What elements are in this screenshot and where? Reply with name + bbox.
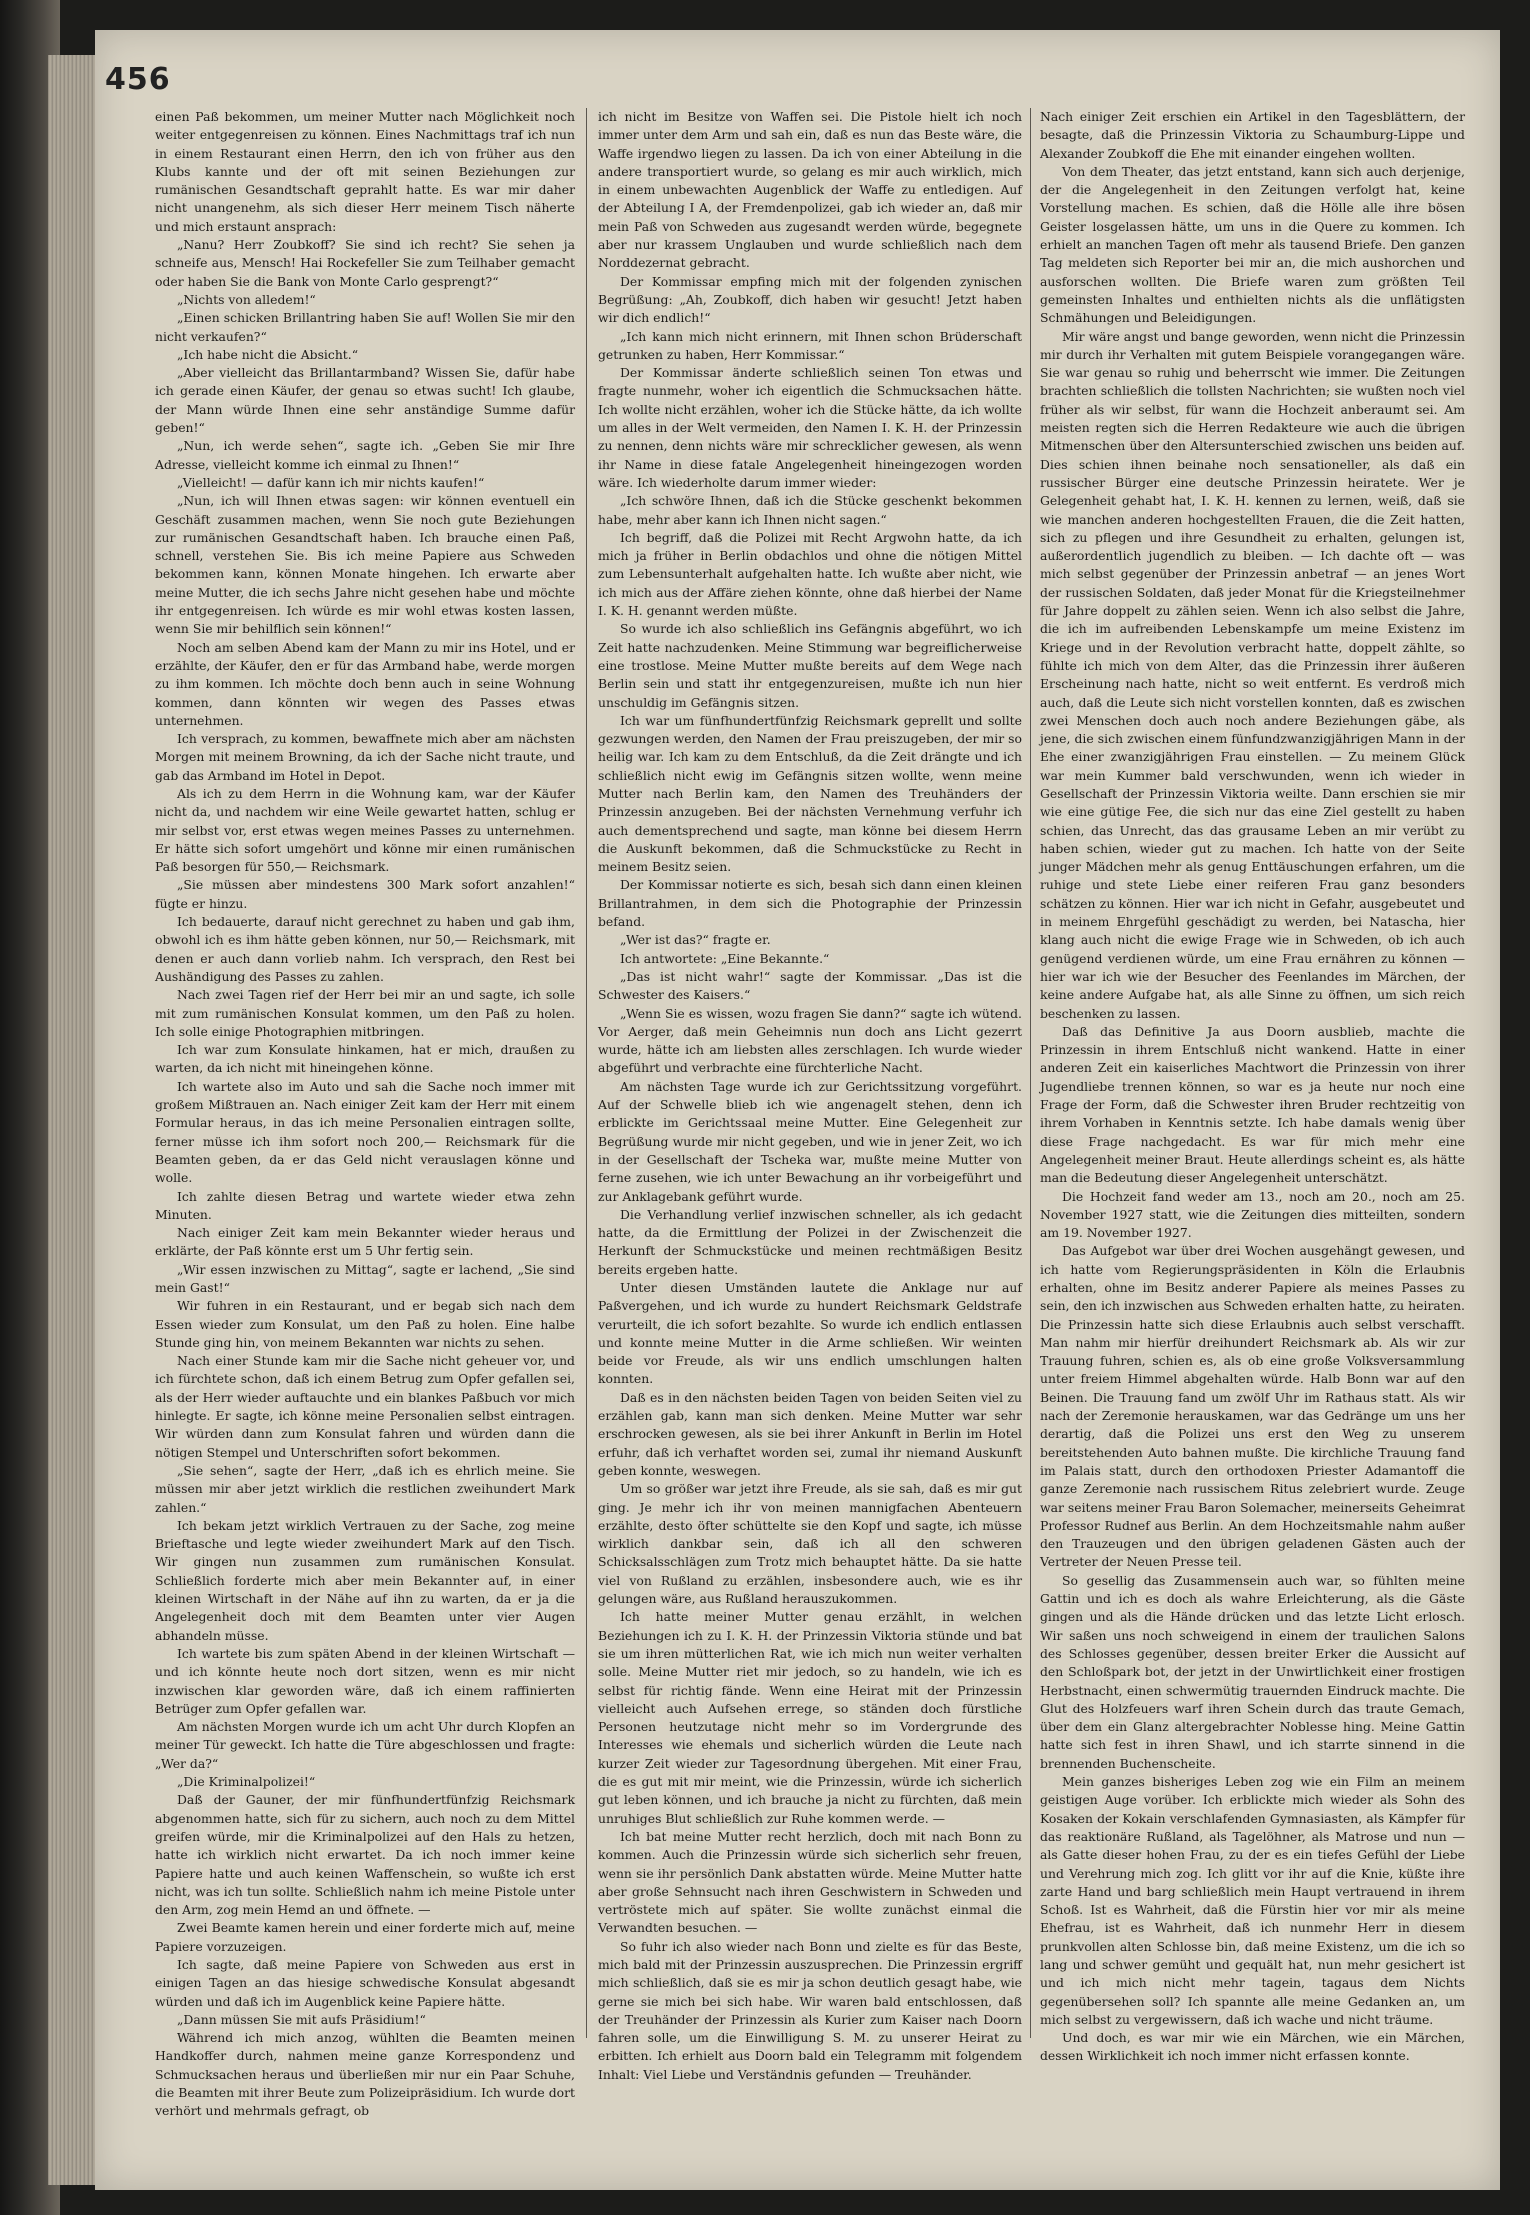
paragraph: „Nanu? Herr Zoubkoff? Sie sind ich recht? Sie sehen ja schneife aus, Mensch! Hai Rockefeller Sie zum Teilhaber gemacht oder haben Sie die Bank von Monte Carlo gesprengt?“ — [155, 237, 575, 289]
paragraph: So wurde ich also schließlich ins Gefängnis abgeführt, wo ich Zeit hatte nachzudenken. Meine Stimmung war begreiflicherweise eine trostlose. Meine Mutter mußte bereits auf dem Wege nach Berlin sein und statt ihr entgegenzureisen, mußte ich nun hier unschuldig im Gefängnis sitzen. — [598, 621, 1022, 710]
paragraph: „Wer ist das?“ fragte er. — [620, 932, 771, 948]
page-stack-edge — [48, 55, 98, 2185]
column-divider — [586, 108, 587, 2038]
paragraph: „Wir essen inzwischen zu Mittag“, sagte er lachend, „Sie sind mein Gast!“ — [155, 1261, 575, 1295]
paragraph: Ich wartete bis zum späten Abend in der kleinen Wirtschaft — und ich könnte heute noch dort sitzen, wenn es mir nicht inzwischen klar geworden wäre, daß ich einem raffinierten Betrüger zum Opfer gefallen war. — [155, 1645, 575, 1716]
paragraph: Noch am selben Abend kam der Mann zu mir ins Hotel, und er erzählte, der Käufer, den er für das Armband habe, werde morgen zu ihm kommen. Ich möchte doch benn auch in seine Wohnung kommen, dann könnten wir wegen des Passes etwas unternehmen. — [155, 639, 575, 728]
paragraph: Die Hochzeit fand weder am 13., noch am 20., noch am 25. November 1927 statt, wie die Zeitungen dies mitteilten, sondern am 19. November 1927. — [1040, 1188, 1465, 1241]
paragraph: Der Kommissar änderte schließlich seinen Ton etwas und fragte nunmehr, woher ich eigentlich die Schmucksachen hätte. Ich wollte nicht erzählen, woher ich die Stücke hätte, da ich wollte um alles in der Welt vermeiden, den Namen I. K. H. der Prinzessin zu nennen, denn nichts wäre mir schrecklicher gewesen, als wenn ihr Name in diese fatale Angelegenheit hineingezogen worden wäre. Ich wiederholte darum immer wieder: — [598, 365, 1022, 490]
paragraph: „Nun, ich werde sehen“, sagte ich. „Geben Sie mir Ihre Adresse, vielleicht komme ich einmal zu Ihnen!“ — [155, 438, 575, 472]
text-column-middle — [598, 108, 1022, 2082]
paragraph: Mir wäre angst und bange geworden, wenn nicht die Prinzessin mir durch ihr Verhalten mit gutem Beispiele vorangegangen wäre. Sie war genau so ruhig und beherrscht wie immer. Die Zeitungen brachten schließlich die tollsten Nachrichten; sie wußten noch viel früher als wir selbst, für wann die Hochzeit anberaumt sei. Am meisten regten sich die Herren Redakteure wie auch die übrigen Mitmenschen über den Altersunterschied zwischen uns beiden auf. Dies schien ihnen beinahe noch sensationeller, als daß ein russischer Bürger eine deutsche Prinzessin heiratete. Wer je Gelegenheit gehabt hat, I. K. H. kennen zu lernen, weiß, daß sie wie manchen anderen hochgestellten Frauen, die die Zeit hatten, sich zu pflegen und ihre Gesundheit zu erhalten, gelungen ist, außerordentlich jugendlich zu bleiben. — Ich dachte oft — was mich selbst gegenüber der Prinzessin anbetraf — an jenes Wort der russischen Soldaten, daß jeder Monat für die Kriegsteilnehmer für Jahre doppelt zu zählen seien. Wenn ich also selbst die Jahre, die ich im aufreibenden Lebenskampfe um meine Existenz im Kriege und in der Revolution verbracht hatte, doppelt zählte, so fühlte ich mich von dem Alter, das die Prinzessin ihrer äußeren Erscheinung nach hatte, nicht so weit entfernt. Es verdroß mich auch, daß die Leute sich nicht vorstellen konnten, daß es zwischen zwei Menschen doch auch noch andere Beziehungen gäbe, als jene, die sich zwischen einem fünfundzwanzigjährigen Mann in der Ehe einer zwanzigjährigen Frau einstellen. — Zu meinem Glück war mein Kummer bald verschwunden, wenn ich wieder in Gesellschaft der Prinzessin Viktoria weilte. Dann erschien sie mir wie eine gütige Fee, die sich nur das eine Ziel gestellt zu haben schien, das Unrecht, das das grausame Leben an mir verübt zu haben schien, wieder gut zu machen. Ich hatte von der Seite junger Mädchen mehr als genug Enttäuschungen erfahren, um die ruhige und stete Liebe einer reiferen Frau ganz besonders schätzen zu können. Hier war ich nicht in Gefahr, ausgebeutet und in meinem Ehrgefühl geschädigt zu werden, bei Natascha, hier klang auch nicht die ewige Frage wie in Schweden, ob ich auch genügend verdienen würde, um eine Frau ernähren zu können — hier war ich wie der Besucher des Feenlandes im Märchen, der keine andere Aufgabe hat, als alle Sinne zu öffnen, um sich reich beschenken zu lassen. — [1040, 328, 1465, 1021]
paragraph: Wir fuhren in ein Restaurant, und er begab sich nach dem Essen wieder zum Konsulat, um den Paß zu holen. Eine halbe Stunde ging hin, von meinem Bekannten war nichts zu sehen. — [155, 1298, 575, 1350]
paragraph: Ich war zum Konsulate hinkamen, hat er mich, draußen zu warten, da ich nicht mit hineingehen könne. — [155, 1042, 575, 1076]
column-divider — [1030, 108, 1031, 2038]
paragraph: Ich begriff, daß die Polizei mit Recht Argwohn hatte, da ich mich ja früher in Berlin obdachlos und ohne die nötigen Mittel zum Lebensunterhalt aufgehalten hatte. Ich wußte aber nicht, wie ich mich aus der Affäre ziehen könnte, ohne daß hierbei der Name I. K. H. genannt werden müßte. — [598, 529, 1022, 619]
paragraph: „Nichts von alledem!“ — [177, 291, 316, 307]
paragraph: Am nächsten Morgen wurde ich um acht Uhr durch Klopfen an meiner Tür geweckt. Ich hatte die Türe abgeschlossen und fragte: „Wer da?“ — [155, 1719, 575, 1771]
paragraph: „Einen schicken Brillantring haben Sie auf! Wollen Sie mir den nicht verkaufen?“ — [155, 310, 575, 344]
paragraph: „Das ist nicht wahr!“ sagte der Kommissar. „Das ist die Schwester des Kaisers.“ — [598, 968, 1022, 1003]
paragraph: Ich zahlte diesen Betrag und wartete wieder etwa zehn Minuten. — [155, 1188, 575, 1222]
paragraph: Nach einiger Zeit kam mein Bekannter wieder heraus und erklärte, der Paß könnte erst um 5 Uhr fertig sein. — [155, 1225, 575, 1259]
paragraph: So gesellig das Zusammensein auch war, so fühlten meine Gattin und ich es doch als wahre Erleichterung, als die Gäste gingen und als die Hände drücken und das letzte Licht erlosch. Wir saßen uns noch schweigend in einem der traulichen Salons des Schlosses gegenüber, dessen breiter Erker die Aussicht auf den Schloßpark bot, der jetzt in der Unwirtlichkeit einer frostigen Herbstnacht, einen schwermütig trauernden Eindruck machte. Die Glut des Holzfeuers warf ihren Schein durch das traute Gemach, über dem ein Glanz altergebrachter Noblesse hing. Meine Gattin hatte sich fest in ihren Shawl, und ich starrte sinnend in die brennenden Buchenscheite. — [1040, 1572, 1465, 1771]
paragraph: Ich sagte, daß meine Papiere von Schweden aus erst in einigen Tagen an das hiesige schwedische Konsulat abgesandt würden und daß ich im Augenblick keine Papiere hätte. — [155, 1956, 575, 2009]
paragraph: „Ich habe nicht die Absicht.“ — [177, 346, 359, 362]
paragraph: Ich bat meine Mutter recht herzlich, doch mit nach Bonn zu kommen. Auch die Prinzessin würde sich sicherlich sehr freuen, wenn sie ihr persönlich Dank abstatten würde. Meine Mutter hatte aber große Sehnsucht nach ihren Geschwistern in Schweden und vertröstete mich auf später. Sie wollte zunächst einmal die Verwandten besuchen. — — [598, 1828, 1022, 1936]
paragraph: „Sie müssen aber mindestens 300 Mark sofort anzahlen!“ fügte er hinzu. — [155, 877, 575, 911]
paragraph: Der Kommissar notierte es sich, besah sich dann einen kleinen Brillantrahmen, in dem sich die Photographie der Prinzessin befand. — [598, 877, 1022, 930]
text-column-left — [155, 108, 575, 2119]
paragraph: „Ich schwöre Ihnen, daß ich die Stücke geschenkt bekommen habe, mehr aber kann ich Ihnen nicht sagen.“ — [598, 493, 1022, 527]
paragraph: einen Paß bekommen, um meiner Mutter nach Möglichkeit noch weiter entgegenreisen zu können. Eines Nachmittags traf ich nun in einem Restaurant einen Herrn, den ich von früher aus den Klubs kannte und der oft mit seinen Beziehungen zur rumänischen Gesandtschaft geprahlt hatte. Es war mir daher nicht unangenehm, als sich dieser Herr meinem Tisch näherte und mich erstaunt ansprach: — [155, 109, 575, 234]
paragraph: Nach einer Stunde kam mir die Sache nicht geheuer vor, und ich fürchtete schon, daß ich einem Betrug zum Opfer gefallen sei, als der Herr wieder auftauchte und ein blankes Paßbuch vor mich hinlegte. Er sagte, ich könne meine Personalien selbst eintragen. Wir würden dann zum Konsulat fahren und würden dann die nötigen Stempel und Unterschriften sofort bekommen. — [155, 1353, 575, 1460]
paragraph: Und doch, es war mir wie ein Märchen, wie ein Märchen, dessen Wirklichkeit ich noch immer nicht erfassen konnte. — [1040, 2030, 1465, 2064]
paragraph: „Vielleicht! — dafür kann ich mir nichts kaufen!“ — [177, 474, 485, 490]
paragraph: Um so größer war jetzt ihre Freude, als sie sah, daß es mir gut ging. Je mehr ich ihr von meinen mannigfachen Abenteuern erzählte, desto öfter schüttelte sie den Kopf und sagte, ich müsse wirklich dankbar sein, daß ich all den schweren Schicksalsschlägen zum Trotz mich behauptet hätte. Da sie hatte viel von Rußland zu erzählen, insbesondere auch, wie es ihr gelungen wäre, aus Rußland herauszukommen. — [598, 1481, 1022, 1607]
paragraph: Daß der Gauner, der mir fünfhundertfünfzig Reichsmark abgenommen hatte, sich für zu sichern, auch noch zu dem Mittel greifen würde, mir die Kriminalpolizei auf den Hals zu hetzen, hatte ich wirklich nicht erwartet. Da ich noch immer keine Papiere hatte und auch keinen Waffenschein, so wußte ich erst nicht, was ich tun sollte. Schließlich nahm ich meine Pistole unter den Arm, zog mein Hemd an und öffnete. — — [155, 1792, 575, 1918]
paragraph: Ich versprach, zu kommen, bewaffnete mich aber am nächsten Morgen mit meinem Browning, da ich der Sache nicht traute, und gab das Armband im Hotel in Depot. — [155, 731, 575, 783]
paragraph: Ich wartete also im Auto und sah die Sache noch immer mit großem Mißtrauen an. Nach einiger Zeit kam der Herr mit einem Formular heraus, in das ich meine Personalien eintragen sollte, ferner müsse ich ihm sofort noch 200,— Reichsmark für die Beamten geben, da er das Geld nicht verauslagen könne und wolle. — [155, 1078, 575, 1186]
text-column-right — [1040, 108, 1465, 2064]
paragraph: Am nächsten Tage wurde ich zur Gerichtssitzung vorgeführt. Auf der Schwelle blieb ich wie angenagelt stehen, denn ich erblickte im Gerichtssaal meine Mutter. Eine Gelegenheit zur Begrüßung wurde mir nicht gegeben, und wie in jener Zeit, wo ich in der Gesellschaft der Tscheka war, mußte meine Mutter von ferne zusehen, wie ich unter Bewachung an ihr vorbeigeführt und zur Anklagebank geführt wurde. — [598, 1078, 1022, 1204]
paragraph: ich nicht im Besitze von Waffen sei. Die Pistole hielt ich noch immer unter dem Arm und sah ein, daß es nun das Beste wäre, die Waffe irgendwo liegen zu lassen. Da ich von einer Abteilung in die andere transportiert wurde, so gelang es mir auch wirklich, mich in einem unbewachten Augenblick der Waffe zu entledigen. Auf der Abteilung I A, der Fremdenpolizei, gab ich wieder an, daß mir mein Paß von Schweden aus zugesandt werden würde, begegnete aber nur krassem Unglauben und wurde schließlich nach dem Norddezernat gebracht. — [598, 109, 1022, 271]
paragraph: Mein ganzes bisheriges Leben zog wie ein Film an meinem geistigen Auge vorüber. Ich erblickte mich wieder als Sohn des Kosaken der Kokain verschlafenden Gymnasiasten, als Kämpfer für das reaktionäre Rußland, als Tagelöhner, als Matrose und nun — als Gatte dieser hohen Frau, zu der es ein tiefes Gefühl der Liebe und Verehrung mich zog. Ich glitt vor ihr auf die Knie, küßte ihre zarte Hand und barg schließlich mein Haupt vertrauend in ihrem Schoß. Ist es Wahrheit, daß die Fürstin hier vor mir als meine Ehefrau, ist es Wahrheit, daß ich nunmehr Herr in diesem prunkvollen alten Schlosse bin, daß meine Existenz, um die ich so lang und schwer gemüht und gequält hat, nun mehr gesichert ist und ich mich nicht mehr tagein, tagaus dem Nichts gegenübersehen soll? Ich spannte alle meine Gedanken an, um mich selbst zu vergewissern, daß ich wache und nicht träume. — [1040, 1774, 1465, 2027]
paragraph: Ich war um fünfhundertfünfzig Reichsmark geprellt und sollte gezwungen werden, den Namen der Frau preiszugeben, der mir so heilig war. Ich kam zu dem Entschluß, da die Zeit drängte und ich schließlich nicht ewig im Gefängnis sitzen wollte, wenn meine Mutter nach Berlin kam, den Namen des Treuhänders der Prinzessin anzugeben. Bei der nächsten Vernehmung verfuhr ich auch dementsprechend und sagte, man könne bei diesem Herrn die Auskunft bekommen, daß die Schmuckstücke zu Recht in meinem Besitz seien. — [598, 712, 1022, 875]
paragraph: „Wenn Sie es wissen, wozu fragen Sie dann?“ sagte ich wütend. Vor Aerger, daß mein Geheimnis nun doch ans Licht gezerrt wurde, hätte ich am liebsten alles zerschlagen. Ich wurde wieder abgeführt und verbrachte eine fürchterliche Nacht. — [598, 1005, 1022, 1076]
paragraph: Von dem Theater, das jetzt entstand, kann sich auch derjenige, der die Angelegenheit in den Zeitungen verfolgt hat, keine Vorstellung machen. Es schien, daß die Hölle alle ihre bösen Geister losgelassen hätte, um uns in die Quere zu kommen. Ich erhielt an manchen Tagen oft mehr als tausend Briefe. Den ganzen Tag meldeten sich Reporter bei mir an, die mich aushorchen und ausforschen wollten. Die Briefe waren zum größten Teil gemeinsten Inhaltes und enthielten nichts als die unflätigsten Schmähungen und Beleidigungen. — [1040, 163, 1465, 326]
paragraph: Ich hatte meiner Mutter genau erzählt, in welchen Beziehungen ich zu I. K. H. der Prinzessin Viktoria stünde und bat sie um ihren mütterlichen Rat, wie ich mich nun weiter verhalten solle. Meine Mutter riet mir jedoch, so zu handeln, wie ich es selbst für richtig fände. Wenn eine Heirat mit der Prinzessin vielleicht auch Aufsehen errege, so ständen doch fürstliche Personen heutzutage nicht mehr so im Vordergrunde des Interesses wie ehemals und sicherlich würden die Leute nach kurzer Zeit wieder zur Tagesordnung übergehen. Mit einer Frau, die es gut mit mir meint, wie die Prinzessin, würde ich sicherlich gut leben können, und ich brauche ja nicht zu fürchten, daß mein unruhiges Blut schließlich zur Ruhe kommen werde. — — [598, 1609, 1022, 1826]
paragraph: Unter diesen Umständen lautete die Anklage nur auf Paßvergehen, und ich wurde zu hundert Reichsmark Geldstrafe verurteilt, die ich sofort bezahlte. So wurde ich endlich entlassen und konnte meine Mutter in die Arme schließen. Wir weinten beide vor Freude, als wir uns endlich umschlungen halten konnten. — [598, 1280, 1022, 1387]
paragraph: Nach zwei Tagen rief der Herr bei mir an und sagte, ich solle mit zum rumänischen Konsulat kommen, um den Paß zu holen. Ich solle einige Photographien mitbringen. — [155, 987, 575, 1039]
paragraph: Daß das Definitive Ja aus Doorn ausblieb, machte die Prinzessin in ihrem Entschluß nicht wankend. Hatte in einer anderen Zeit ein kaiserliches Machtwort die Prinzessin von ihrer Jugendliebe trennen können, so war es ja heute nur noch eine Frage der Form, daß die Schwester ihren Bruder rechtzeitig von ihrem Vorhaben in Kenntnis setzte. Ich habe damals wenig über diese Frage nachgedacht. Es war für mich mehr eine Angelegenheit meiner Braut. Heute allerdings scheint es, als hätte man die Bedeutung dieser Angelegenheit unterschätzt. — [1040, 1023, 1465, 1186]
paragraph: Während ich mich anzog, wühlten die Beamten meinen Handkoffer durch, nahmen meine ganze Korrespondenz und Schmucksachen heraus und überließen mir nur ein Paar Schuhe, die Beamten mit ihrer Beute zum Polizeipräsidium. Ich wurde dort verhört und mehrmals gefragt, ob — [155, 2030, 575, 2119]
paragraph: „Sie sehen“, sagte der Herr, „daß ich es ehrlich meine. Sie müssen mir aber jetzt wirklich die restlichen zweihundert Mark zahlen.“ — [155, 1462, 575, 1515]
paragraph: Die Verhandlung verlief inzwischen schneller, als ich gedacht hatte, da die Ermittlung der Polizei in der Zwischenzeit die Herkunft der Schmuckstücke und meinen rechtmäßigen Besitz bereits ergeben hatte. — [598, 1206, 1022, 1277]
paragraph: Daß es in den nächsten beiden Tagen von beiden Seiten viel zu erzählen gab, kann man sich denken. Meine Mutter war sehr erschrocken gewesen, als sie bei ihrer Ankunft in Berlin im Hotel erfuhr, daß ich verhaftet worden sei, zumal ihr niemand Auskunft geben konnte, weswegen. — [598, 1389, 1022, 1478]
paragraph: Nach einiger Zeit erschien ein Artikel in den Tagesblättern, der besagte, daß die Prinzessin Viktoria zu Schaumburg-Lippe und Alexander Zoubkoff die Ehe mit einander eingehen wollten. — [1040, 109, 1465, 161]
paragraph: Ich bedauerte, darauf nicht gerechnet zu haben und gab ihm, obwohl ich es ihm hätte geben können, nur 50,— Reichsmark, mit denen er auch dann vorlieb nahm. Ich versprach, den Rest bei Aushändigung des Passes zu zahlen. — [155, 914, 575, 984]
paragraph: So fuhr ich also wieder nach Bonn und zielte es für das Beste, mich bald mit der Prinzessin auszusprechen. Die Prinzessin ergriff mich schließlich, daß sie es mir ja schon deutlich gesagt habe, wie gerne sie mich bei sich habe. Wir waren bald entschlossen, daß der Treuhänder der Prinzessin als Kurier zum Kaiser nach Doorn fahren solle, um die Einwilligung S. M. zu unserer Heirat zu erbitten. Ich erhielt aus Doorn bald ein Telegramm mit folgendem Inhalt: Viel Liebe und Verständnis gefunden — Treuhänder. — [598, 1938, 1022, 2082]
page-number: 456 — [105, 62, 171, 97]
paragraph: „Dann müssen Sie mit aufs Präsidium!“ — [177, 2011, 426, 2027]
paragraph: Ich bekam jetzt wirklich Vertrauen zu der Sache, zog meine Brieftasche und legte wieder zweihundert Mark auf den Tisch. Wir gingen nun zusammen zum rumänischen Konsulat. Schließlich forderte mich aber mein Bekannter auf, in einer kleinen Wirtschaft in der Nähe auf ihn zu warten, da er ja die Angelegenheit doch mit dem Beamten unter vier Augen abhandeln müsse. — [155, 1517, 575, 1643]
paragraph: Ich antwortete: „Eine Bekannte.“ — [620, 950, 830, 966]
paragraph: Das Aufgebot war über drei Wochen ausgehängt gewesen, und ich hatte vom Regierungspräsidenten in Köln die Erlaubnis erhalten, ohne im Besitz anderer Papiere als meines Passes zu sein, den ich inzwischen aus Schweden erhalten hatte, zu heiraten. Die Prinzessin hatte sich diese Erlaubnis auch selbst verschafft. Man nahm mir hierfür dreihundert Reichsmark ab. Als wir zur Trauung fuhren, schien es, als ob eine große Volksversammlung unter freiem Himmel abgehalten würde. Halb Bonn war auf den Beinen. Die Trauung fand um zwölf Uhr im Rathaus statt. Als wir nach der Zeremonie herauskamen, war das Gedränge um uns her derartig, daß die Polizei uns erst den Weg zu unserem bereitstehenden Auto bahnen mußte. Die kirchliche Trauung fand im Palais statt, durch den orthodoxen Priester Adamantoff die ganze Zeremonie nach russischem Ritus zelebriert wurde. Zeuge war seitens meiner Frau Baron Solemacher, meinerseits Geheimrat Professor Rudnef aus Berlin. An dem Hochzeitsmahle nahm außer den Trauzeugen und den übrigen geladenen Gästen auch der Vertreter der Neuen Presse teil. — [1040, 1243, 1465, 1570]
paragraph: Zwei Beamte kamen herein und einer forderte mich auf, meine Papiere vorzuzeigen. — [155, 1920, 575, 1954]
paragraph: „Aber vielleicht das Brillantarmband? Wissen Sie, dafür habe ich gerade einen Käufer, der genau so etwas sucht! Ich glaube, der Mann würde Ihnen eine sehr anständige Summe dafür geben!“ — [155, 365, 575, 436]
paragraph: Der Kommissar empfing mich mit der folgenden zynischen Begrüßung: „Ah, Zoubkoff, dich haben wir gesucht! Jetzt haben wir dich endlich!“ — [598, 273, 1022, 326]
paragraph: „Ich kann mich nicht erinnern, mit Ihnen schon Brüderschaft getrunken zu haben, Herr Kommissar.“ — [598, 328, 1022, 362]
paragraph: Als ich zu dem Herrn in die Wohnung kam, war der Käufer nicht da, und nachdem wir eine Weile gewartet hatten, schlug er mir selbst vor, erst etwas wegen meines Passes zu unternehmen. Er hätte sich sofort umgehört und könne mir einen rumänischen Paß besorgen für 550,— Reichsmark. — [155, 785, 575, 875]
paragraph: „Die Kriminalpolizei!“ — [177, 1774, 316, 1790]
paragraph: „Nun, ich will Ihnen etwas sagen: wir können eventuell ein Geschäft zusammen machen, wenn Sie noch gute Beziehungen zur rumänischen Gesandtschaft haben. Ich brauche einen Paß, schnell, verstehen Sie. Bis ich meine Papiere aus Schweden bekommen kann, können Monate hingehen. Ich erwarte aber meine Mutter, die ich sechs Jahre nicht gesehen habe und möchte ihr entgegenreisen. Ich würde es mir wohl etwas kosten lassen, wenn Sie mir behilflich sein können!“ — [155, 493, 575, 637]
